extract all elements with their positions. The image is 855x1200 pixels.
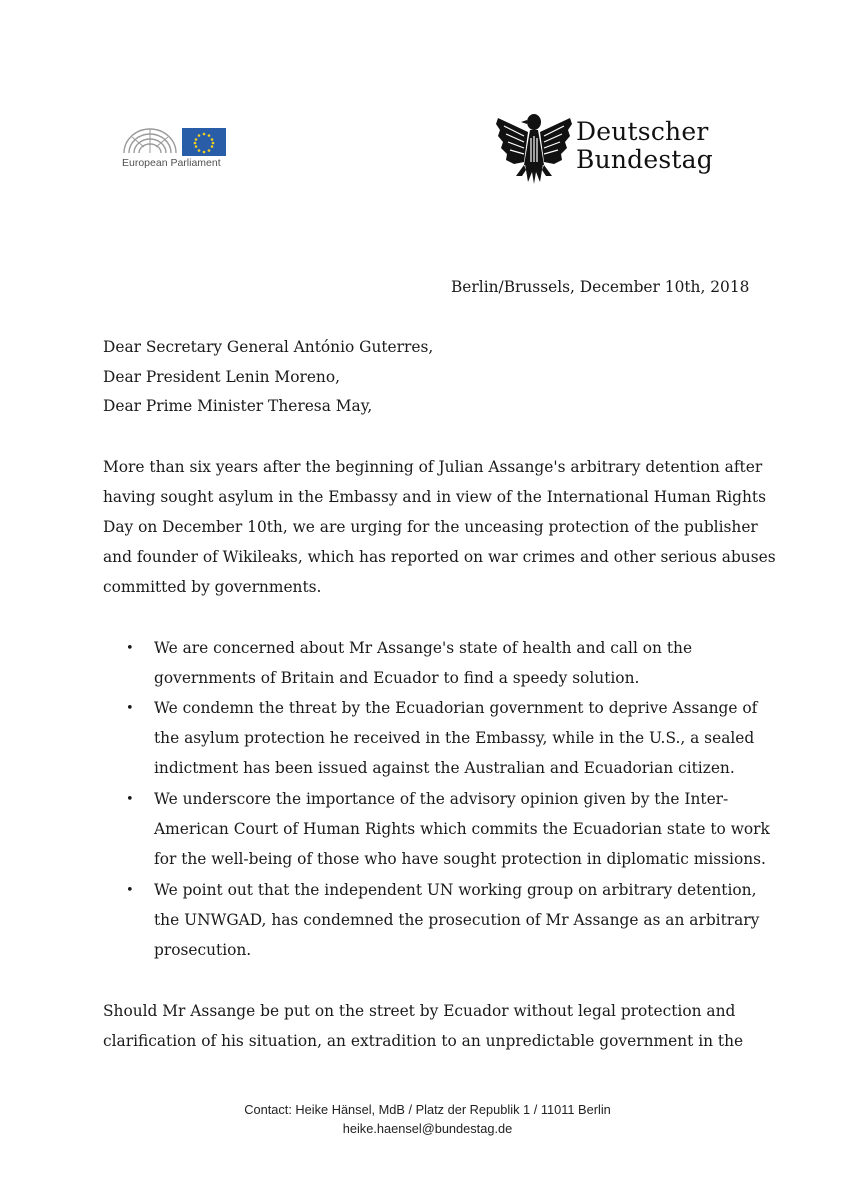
bullet-line: We underscore the importance of the advisory opinion given by the Inter- bbox=[154, 790, 729, 808]
letter-date: Berlin/Brussels, December 10th, 2018 bbox=[451, 278, 750, 296]
bundestag-logo bbox=[494, 110, 724, 185]
bullet-line: We condemn the threat by the Ecuadorian government to deprive Assange of bbox=[154, 699, 758, 717]
bullet-icon: • bbox=[126, 641, 134, 656]
intro-line: committed by governments. bbox=[103, 578, 322, 596]
bullet-line: for the well-being of those who have sought protection in diplomatic missions. bbox=[154, 850, 766, 868]
bullet-line: We point out that the independent UN working group on arbitrary detention, bbox=[154, 881, 757, 899]
bullet-icon: • bbox=[126, 883, 134, 898]
intro-line: having sought asylum in the Embassy and in view of the International Human Rights bbox=[103, 488, 767, 506]
bullet-line: American Court of Human Rights which commits the Ecuadorian state to work bbox=[154, 820, 770, 838]
bullet-line: We are concerned about Mr Assange's state of health and call on the bbox=[154, 639, 693, 657]
bullet-line: indictment has been issued against the Australian and Ecuadorian citizen. bbox=[154, 759, 735, 777]
bundestag-wordmark-line1: Deutscher bbox=[576, 117, 709, 146]
federal-eagle-icon bbox=[494, 110, 574, 185]
bundestag-wordmark bbox=[576, 118, 713, 174]
closing-line: clarification of his situation, an extradition to an unpredictable government in the bbox=[103, 1032, 744, 1050]
intro-line: and founder of Wikileaks, which has reported on war crimes and other serious abuses bbox=[103, 548, 776, 566]
footer-contact: Contact: Heike Hänsel, MdB / Platz der Republik 1 / 11011 Berlin bbox=[244, 1102, 611, 1117]
european-parliament-logo bbox=[120, 120, 232, 172]
salutation-line: Dear Prime Minister Theresa May, bbox=[103, 397, 373, 415]
bullet-line: the UNWGAD, has condemned the prosecution of Mr Assange as an arbitrary bbox=[154, 911, 760, 929]
bullet-icon: • bbox=[126, 792, 134, 807]
bullet-icon: • bbox=[126, 701, 134, 716]
salutation-line: Dear Secretary General António Guterres, bbox=[103, 338, 434, 356]
intro-line: More than six years after the beginning of Julian Assange's arbitrary detention after bbox=[103, 458, 763, 476]
bullet-line: governments of Britain and Ecuador to find a speedy solution. bbox=[154, 669, 640, 687]
salutation-line: Dear President Lenin Moreno, bbox=[103, 367, 340, 386]
bullet-line: the asylum protection he received in the Embassy, while in the U.S., a sealed bbox=[154, 729, 755, 747]
bundestag-wordmark-line2: Bundestag bbox=[576, 145, 713, 174]
bullet-line: prosecution. bbox=[154, 941, 252, 959]
footer-email[interactable]: heike.haensel@bundestag.de bbox=[342, 1121, 513, 1136]
intro-line: Day on December 10th, we are urging for the unceasing protection of the publisher bbox=[103, 518, 758, 536]
ep-logo-caption: European Parliament bbox=[122, 157, 221, 169]
hemicycle-icon bbox=[120, 120, 232, 156]
closing-line: Should Mr Assange be put on the street by Ecuador without legal protection and bbox=[103, 1002, 736, 1020]
